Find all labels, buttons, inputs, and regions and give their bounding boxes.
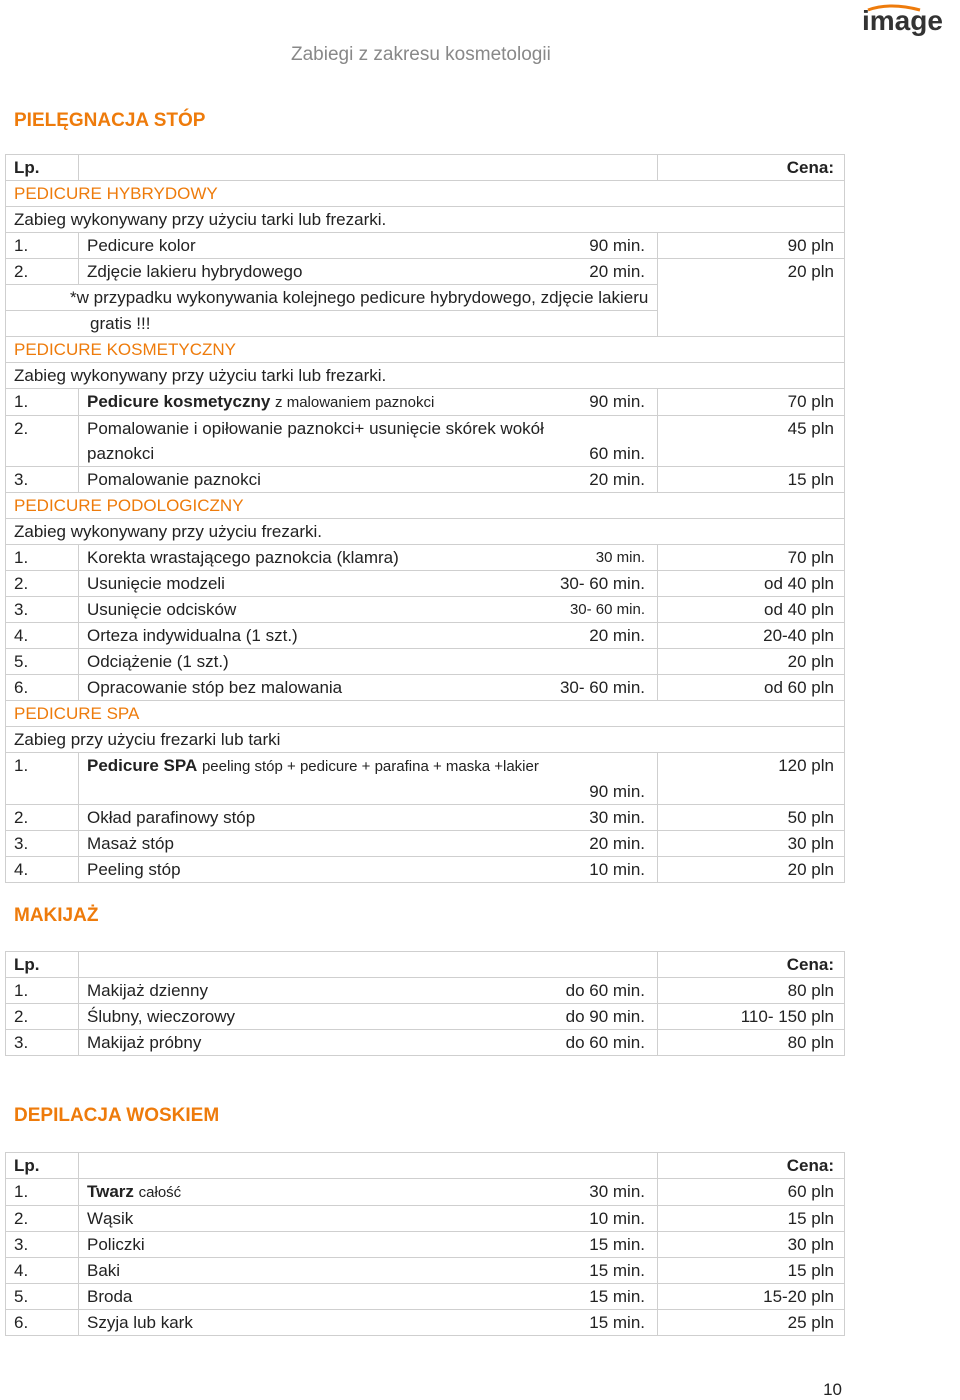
section-title-wax: DEPILACJA WOSKIEM	[14, 1105, 220, 1126]
table-row: 3. Usunięcie odcisków 30- 60 min. od 40 pln	[6, 597, 845, 623]
page-title: Zabiegi z zakresu kosmetologii	[291, 44, 551, 65]
table-row: 2. Wąsik 10 min. 15 pln	[6, 1206, 845, 1232]
table-row: 4. Baki 15 min. 15 pln	[6, 1258, 845, 1284]
table-row: 1. Korekta wrastającego paznokcia (klamra) 30 min. 70 pln	[6, 545, 845, 571]
section-title-pedicure: PIELĘGNACJA STÓP	[14, 110, 206, 131]
table-row: 4. Peeling stóp 10 min. 20 pln	[6, 857, 845, 883]
table-row: 2. Okład parafinowy stóp 30 min. 50 pln	[6, 805, 845, 831]
pedicure-price-table	[5, 154, 845, 883]
group-subtitle: Zabieg wykonywany przy użyciu tarki lub frezarki.	[6, 207, 845, 233]
header-cena: Cena:	[658, 155, 845, 181]
group-title: PEDICURE KOSMETYCZNY	[6, 337, 845, 363]
group-subtitle: Zabieg wykonywany przy użyciu frezarki.	[6, 519, 845, 545]
table-row: 6. Szyja lub kark 15 min. 25 pln	[6, 1310, 845, 1336]
table-row: 1. Makijaż dzienny do 60 min. 80 pln	[6, 978, 845, 1004]
table-row: 3. Masaż stóp 20 min. 30 pln	[6, 831, 845, 857]
header-lp: Lp.	[6, 155, 79, 181]
brand-logo-text: image	[862, 5, 943, 36]
table-row: 1. Pedicure SPA peeling stóp + pedicure + parafina + maska +lakier 90 min. 120 pln	[6, 753, 845, 805]
section-title-makeup: MAKIJAŻ	[14, 905, 99, 926]
table-row: 2. Zdjęcie lakieru hybrydowego 20 min. 20 pln	[6, 259, 845, 285]
group-title: PEDICURE SPA	[6, 701, 845, 727]
table-row: 3. Policzki 15 min. 30 pln	[6, 1232, 845, 1258]
table-row: 1. Pedicure kosmetyczny z malowaniem paznokci 90 min. 70 pln	[6, 389, 845, 416]
makeup-price-table	[5, 951, 845, 1056]
table-row: 3. Pomalowanie paznokci 20 min. 15 pln	[6, 467, 845, 493]
table-header-row: Lp. Cena:	[6, 952, 845, 978]
table-header-row: Lp. Cena:	[6, 1153, 845, 1179]
group-subtitle: Zabieg wykonywany przy użyciu tarki lub frezarki.	[6, 363, 845, 389]
table-row: 2. Ślubny, wieczorowy do 90 min. 110- 150 pln	[6, 1004, 845, 1030]
note-line: gratis !!!	[6, 311, 658, 337]
group-title: PEDICURE HYBRYDOWY	[6, 181, 845, 207]
table-row: 1. Twarz całość 30 min. 60 pln	[6, 1179, 845, 1206]
group-title: PEDICURE PODOLOGICZNY	[6, 493, 845, 519]
page-number: 10	[823, 1380, 842, 1399]
table-row: 5. Broda 15 min. 15-20 pln	[6, 1284, 845, 1310]
brand-logo	[860, 4, 952, 40]
table-row: 6. Opracowanie stóp bez malowania 30- 60 min. od 60 pln	[6, 675, 845, 701]
wax-price-table	[5, 1152, 845, 1336]
note-line: *w przypadku wykonywania kolejnego pedicure hybrydowego, zdjęcie lakieru	[6, 285, 658, 311]
table-row: 2. Usunięcie modzeli 30- 60 min. od 40 pln	[6, 571, 845, 597]
table-header-row	[6, 155, 845, 181]
table-row: 3. Makijaż próbny do 60 min. 80 pln	[6, 1030, 845, 1056]
table-row: 2. Pomalowanie i opiłowanie paznokci+ usunięcie skórek wokół paznokci 60 min. 45 pln	[6, 416, 845, 467]
table-row: 5. Odciążenie (1 szt.) 20 pln	[6, 649, 845, 675]
group-subtitle: Zabieg przy użyciu frezarki lub tarki	[6, 727, 845, 753]
table-row: 1. Pedicure kolor 90 min. 90 pln	[6, 233, 845, 259]
table-row: 4. Orteza indywidualna (1 szt.) 20 min. 20-40 pln	[6, 623, 845, 649]
